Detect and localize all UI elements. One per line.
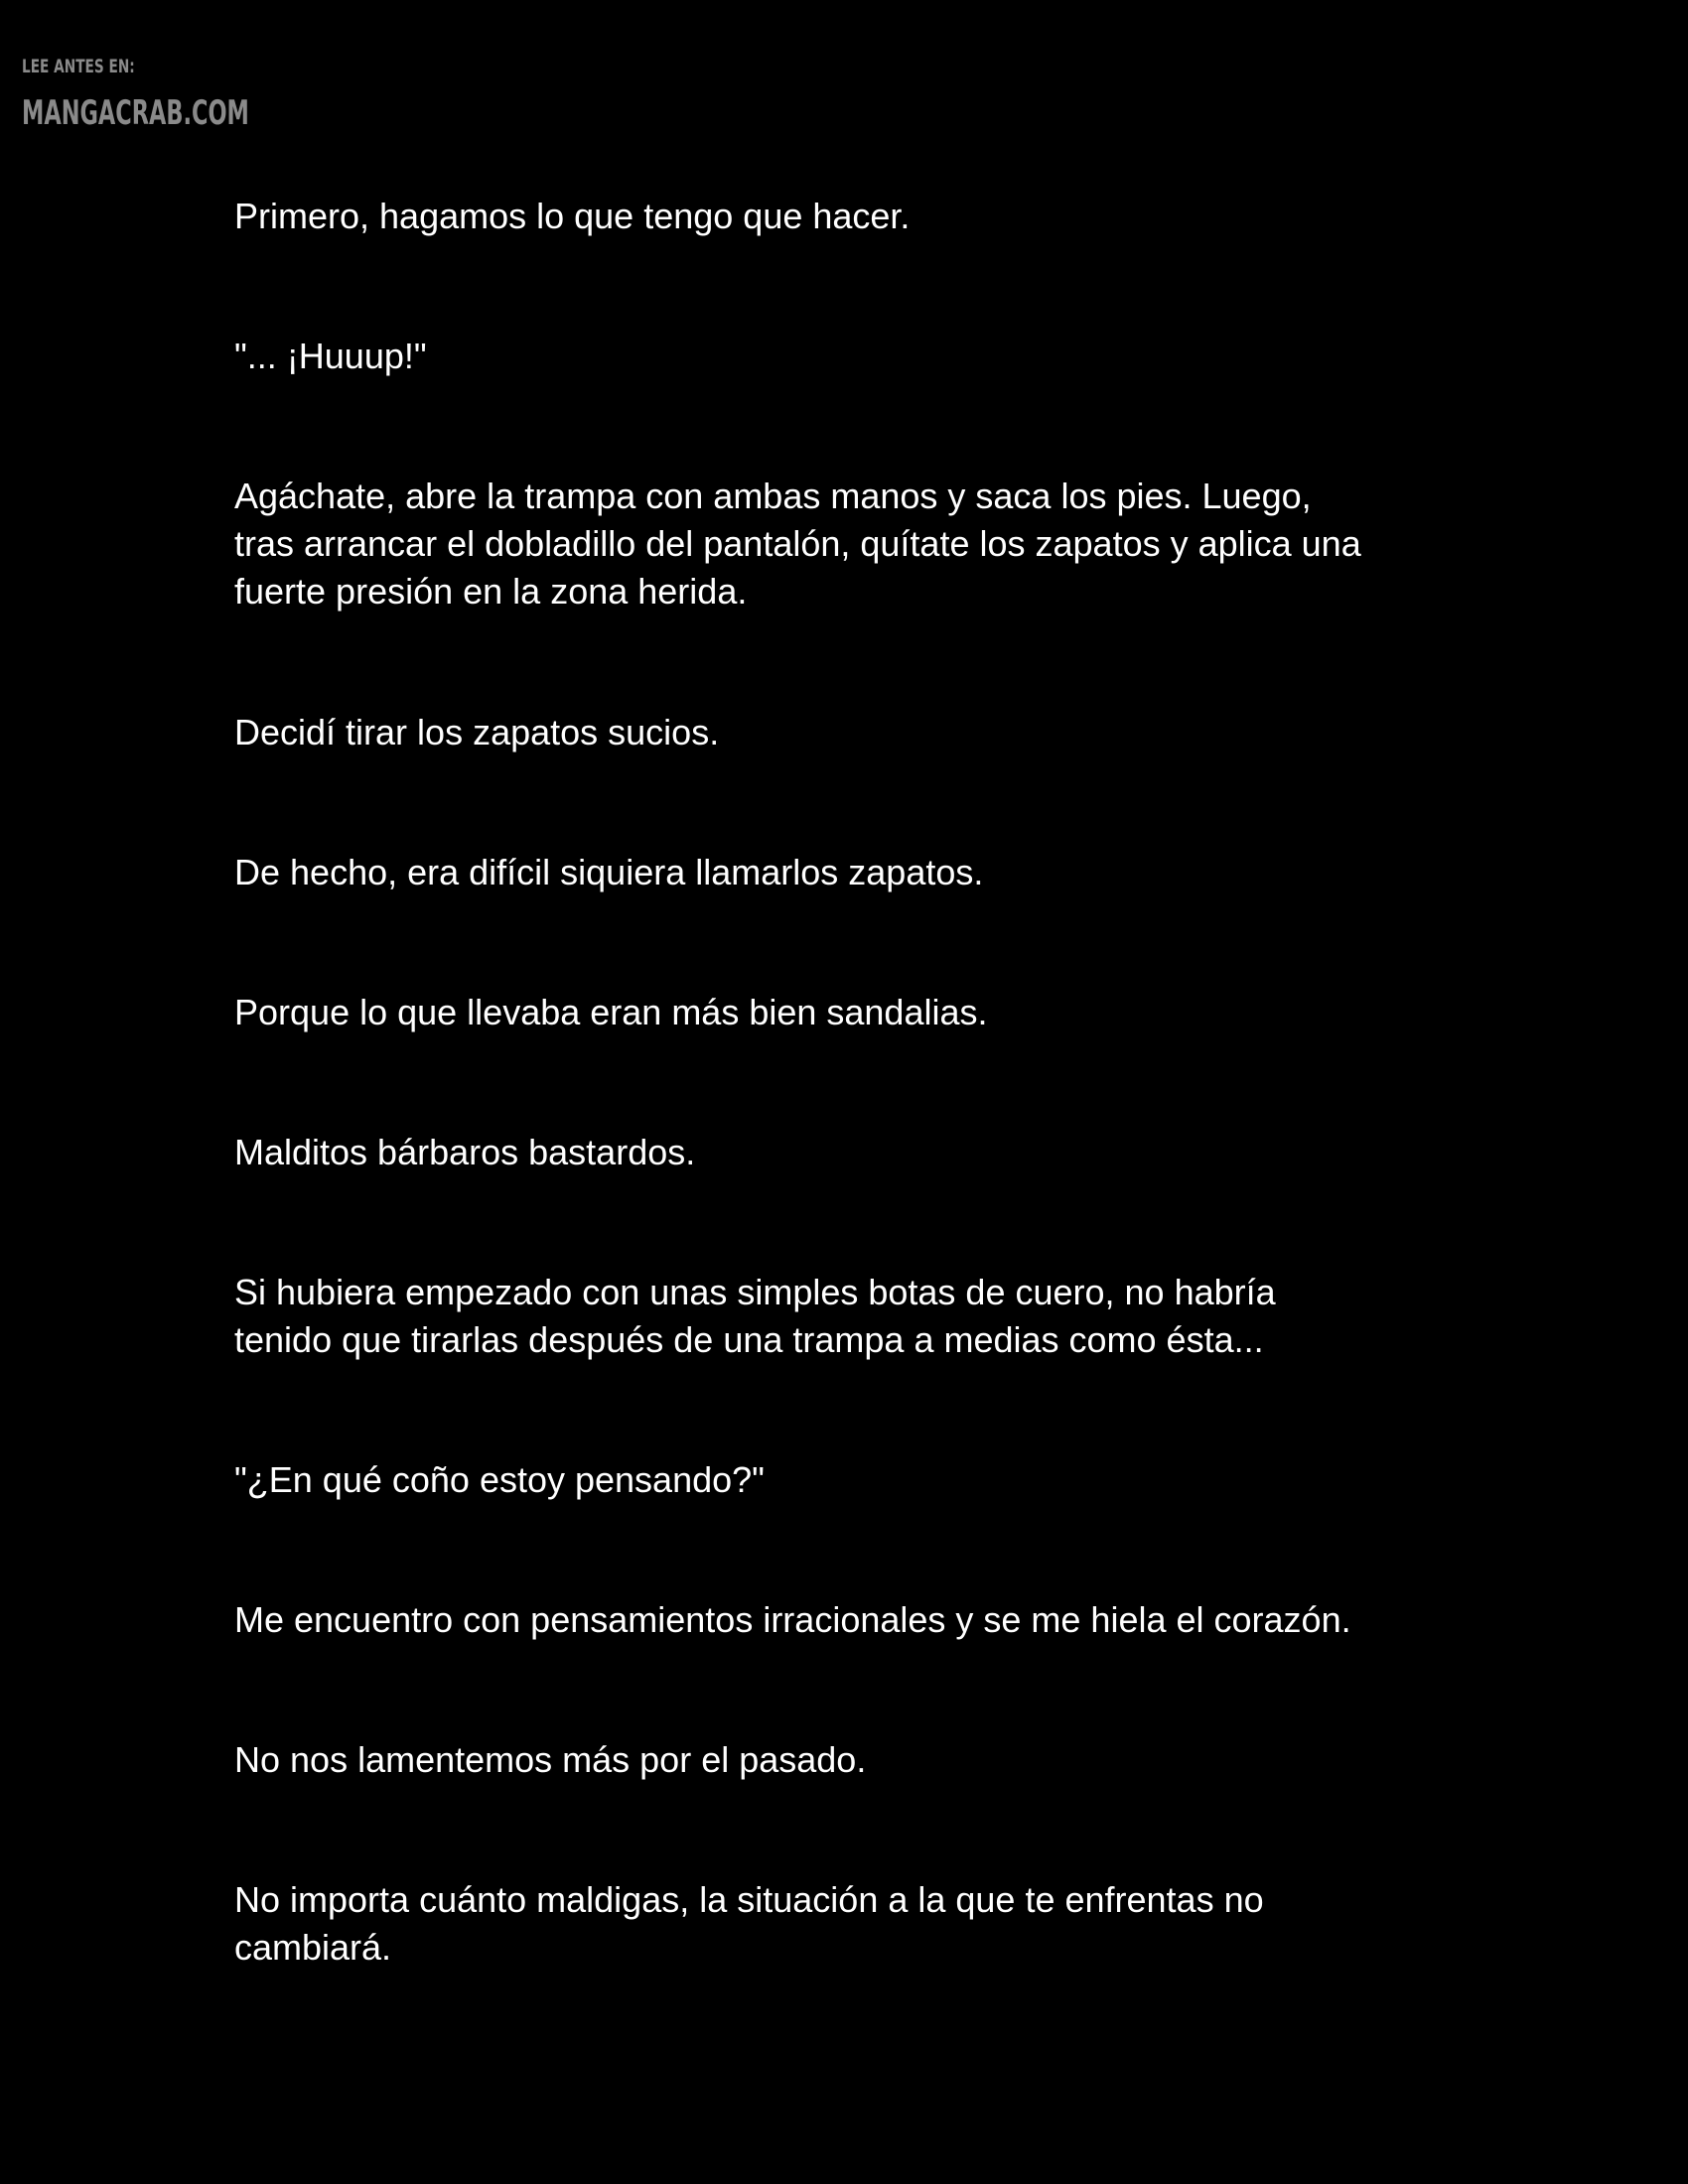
paragraph: Si hubiera empezado con unas simples botas de cuero, no habría tenido que tirarlas después de una trampa a medias como ésta... [234,1272,1276,1360]
watermark [22,56,366,133]
watermark-prefix: LEE ANTES EN: [22,56,135,77]
paragraph: No nos lamentemos más por el pasado. [234,1739,867,1780]
paragraph: Malditos bárbaros bastardos. [234,1132,696,1172]
paragraph: Primero, hagamos lo que tengo que hacer. [234,196,911,236]
paragraph: Decidí tirar los zapatos sucios. [234,712,720,752]
paragraph: "... ¡Huuup!" [234,336,427,376]
paragraph: De hecho, era difícil siquiera llamarlos zapatos. [234,852,984,892]
paragraph: Agáchate, abre la trampa con ambas manos y saca los pies. Luego, tras arrancar el dobladillo del pantalón, quítate los zapatos y aplica una fuerte presión en la zona herida. [234,476,1361,612]
paragraph: "¿En qué coño estoy pensando?" [234,1459,765,1500]
paragraph: No importa cuánto maldigas, la situación a la que te enfrentas no cambiará. [234,1879,1264,1968]
paragraph: Porque lo que llevaba eran más bien sandalias. [234,992,988,1032]
paragraph: Me encuentro con pensamientos irracionales y se me hiela el corazón. [234,1599,1351,1640]
watermark-site: MANGACRAB.COM [22,93,249,133]
